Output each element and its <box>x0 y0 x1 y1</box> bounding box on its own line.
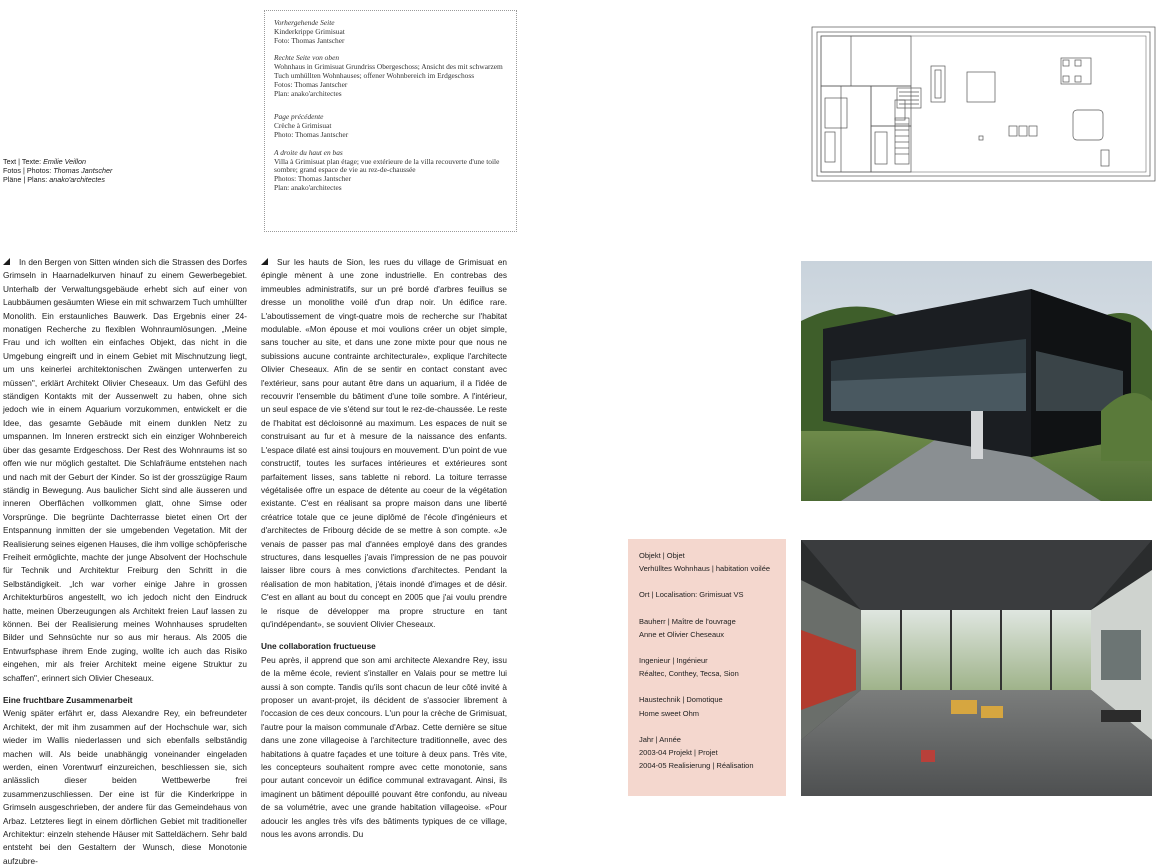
floor-plan-drawing <box>811 26 1156 182</box>
article-column-german <box>3 256 247 866</box>
project-info-box <box>628 539 786 796</box>
credit-photos: Fotos | Photos: Thomas Jantscher <box>3 166 113 175</box>
credit-plans: Pläne | Plans: anako'architectes <box>3 175 105 184</box>
info-location: Ort | Localisation: Grimisuat VS <box>639 590 744 600</box>
article-column-french <box>261 256 507 840</box>
subheading-fr: Une collaboration fructueuse <box>261 641 376 652</box>
info-client: Bauherr | Maître de l'ouvrage Anne et Olivier Cheseaux <box>639 616 736 639</box>
image-captions <box>264 10 517 232</box>
triangle-marker-icon <box>261 258 268 265</box>
paragraph-collab-fr: Peu après, il apprend que son ami architecte Alexandre Rey, issu de la même école, revient s'installer en Valais pour se mettre lui aussi à son compte. Tandis qu'ils sont chacun de leur côté invité à proposer un avant-projet, ils décident de s'associer librement à l'occasion de ces deux concours. L'un pour la crèche de Grimisuat, l'autre pour la maison communale d'Arbaz. Cette dernière se situe dans une zone villageoise à l'architecture traditionnelle, avec des habitations à quatre façades et une toiture à deux pans. Très vite, les concepteurs souhaitent rompre avec cette monotonie, sans pour autant concevoir un édifice communal extravagant. Ainsi, ils imaginent un bâtiment dépouillé pouvant être confondu, au niveau de sa volumétrie, avec une grande habitation villageoise. «Pour adoucir les angles très vifs des bâtiments typiques de ce village, nous les avons arrondis. Du <box>261 655 507 840</box>
info-building-services: Haustechnik | Domotique Home sweet Ohm <box>639 695 723 718</box>
caption-right-page-fr: A droite du haut en bas Villa à Grimisuat plan étage; vue extérieure de la villa recouverte d'une toile sombre; grand espace de vie au rez-de-chaussée Photos: Thomas Jantscher Plan: anako'architectes <box>274 147 500 192</box>
info-object: Objekt | Objet Verhülltes Wohnhaus | habitation voilée <box>639 551 771 574</box>
paragraph-intro-de: In den Bergen von Sitten winden sich die Strassen des Dorfes Grimseln in Haarnadelkurven hinauf zu einem Gewerbegebiet. Unterhalb der Verwaltungsgebäude erhebt sich auf einer von Laubbäumen gesäumten Wiese ein mit schwarzem Tuch umhüllter Monolith. Ein erstaunliches Bauwerk. Das Ergebnis einer 24-monatigen Recherche zu flexiblen Wohnraumlösungen. „Meine Frau und ich wollten ein einfaches Objekt, das nicht in die Umgebung eingreift und in einem Gebiet mit Mischnutzung liegt, um uns keinerlei architektonischen Zwängen unterwerfen zu müssen", erklärt Architekt Olivier Cheseaux. Um das Gefühl des ständigen Kontakts mit der Aussenwelt zu haben, ohne sich jedoch wie in einem Aquarium vorzukommen, entwickelt er die Idee, das gesamte Gebäude mit einem dunklen Netz zu umspannen. Im Inneren erstreckt sich ein einziger Wohnbereich über das gesamte Erdgeschoss. Der Rest des Wohnraums ist so offen wie nur möglich gestaltet. Die Schlafräume entstehen nach und nach mit der Geburt der Kinder. So ist der grosszügige Raum ständig in Bewegung. Aus baulicher Sicht sind alle äusseren und inneren Oberflächen vollkommen glatt, ohne Simse oder Vorsprünge. Die begrünte Dachterrasse bietet einen Ort der Entspannung inmitten der sie umgebenden Vegetation. Mit der Realisierung seines eigenen Hauses, die ihm vollige schöpferische Freiheit ermöglichte, machte der junge Absolvent der Hochschule für Technik und Architektur Freiburg den Schritt in die Selbständigkeit. „Ich war vorher einige Jahre in grossen Architekturbüros angestellt, wo ich jedoch nicht den Eindruck hatte, meinen Überzeugungen als Architekt freien Lauf lassen zu können. Bei der Realisierung meines Wohnhauses sprudelten Bilder und Sehnsüchte nur so aus mir heraus. Als 2005 die Entwurfsphase ihrem Ende zuging, wollte ich auch das Risiko eingehen, mir als freier Architekt meine eigene Struktur zu schaffen", erinnert sich Olivier Cheseaux. <box>3 258 247 683</box>
paragraph-intro-fr: Sur les hauts de Sion, les rues du village de Grimisuat en épingle mènent à une zone industrielle. En contrebas des immeubles administratifs, sur un pré bordé d'arbres feuillus se dresse un monolithe voilé d'un drap noir. Un édifice rare. L'aboutissement de vingt-quatre mois de recherche sur l'habitat modulable. «Mon épouse et moi voulions créer un objet simple, sans toucher au site, et dans une zone mixte pour que nous ne subissions aucune contrainte architecturale», explique l'architecte Olivier Cheseaux. Afin de se sentir en contact constant avec l'extérieur, sans pour autant être dans un aquarium, il a l'idée de recouvrir l'ensemble du bâtiment d'une toile sombre. A l'intérieur, un seul espace de vie s'étend sur tout le rez-de-chaussée. Le reste de l'habitat est décloisonné au maximum. Les espaces de nuit se construisant au fur et à mesure de la naissance des enfants. L'espace dilaté est ainsi toujours en mouvement. D'un point de vue constructif, toutes les surfaces intérieures et extérieures sont parfaitement lisses, sans tablette ni rebord. La toiture terrasse végétalisée offre un espace de détente au coeur de la végétation existante. C'est en réalisant sa propre maison dans une liberté créatrice totale que ce jeune diplômé de l'école d'ingénieurs et d'architectes de Fribourg décide de se mettre à son compte. «Je venais de passer pas mal d'années employé dans des grandes structures, dans lesquelles j'avais l'impression de ne pas pouvoir laisser libre cours à mes convictions d'architectes. Pendant la réalisation de mon habitation, j'étais inondé d'images et de désir. C'est en allant au bout du concept en 2005 que j'ai voulu prendre le risque de développer ma propre structure en tant qu'indépendant», se souvient Olivier Cheseaux. <box>261 258 507 629</box>
credit-text: Text | Texte: Emilie Veillon <box>3 157 86 166</box>
exterior-photo <box>801 261 1152 501</box>
subheading-de: Eine fruchtbare Zusammenarbeit <box>3 695 133 705</box>
triangle-marker-icon <box>3 258 10 265</box>
caption-previous-page-de: Vorhergehende Seite Kinderkrippe Grimisuat Foto: Thomas Jantscher <box>274 18 345 45</box>
info-year: Jahr | Année 2003-04 Projekt | Projet 2004-05 Realisierung | Réalisation <box>639 734 754 771</box>
caption-previous-page-fr: Page précédente Crèche à Grimisuat Photo: Thomas Jantscher <box>274 112 349 139</box>
interior-photo <box>801 540 1152 796</box>
paragraph-collab-de: Wenig später erfährt er, dass Alexandre Rey, ein befreundeter Architekt, der mit ihm zusammen auf der Hochschule war, sich wieder im Wallis niederlassen und sich ebenfalls selbständig machen will. Als beide unabhängig voneinander eingeladen werden, einen Vorentwurf einzureichen, beschliessen sie, sich anlässlich dieser beiden Wettbewerbe frei zusammenzuschliessen. Der eine ist für die Kinderkrippe in Grimseln ausgeschrieben, der andere für das Gemeindehaus von Arbaz. Letzteres liegt in einem dörflichen Gebiet mit traditioneller Architektur: einzeln stehende Häuser mit Satteldächern. Sehr bald entsteht bei den Gestaltern der Wunsch, diese Monotonie aufzubre- <box>3 709 247 866</box>
info-engineer: Ingenieur | Ingénieur Réaltec, Conthey, Tecsa, Sion <box>639 656 739 679</box>
credits <box>3 157 112 184</box>
caption-right-page-de: Rechte Seite von oben Wohnhaus in Grimisuat Grundriss Obergeschoss; Ansicht des mit schwarzem Tuch umhüllten Wohnhauses; offener Wohnbereich im Erdgeschoss Fotos: Thomas Jantscher Plan: anako'architectes <box>274 53 503 98</box>
